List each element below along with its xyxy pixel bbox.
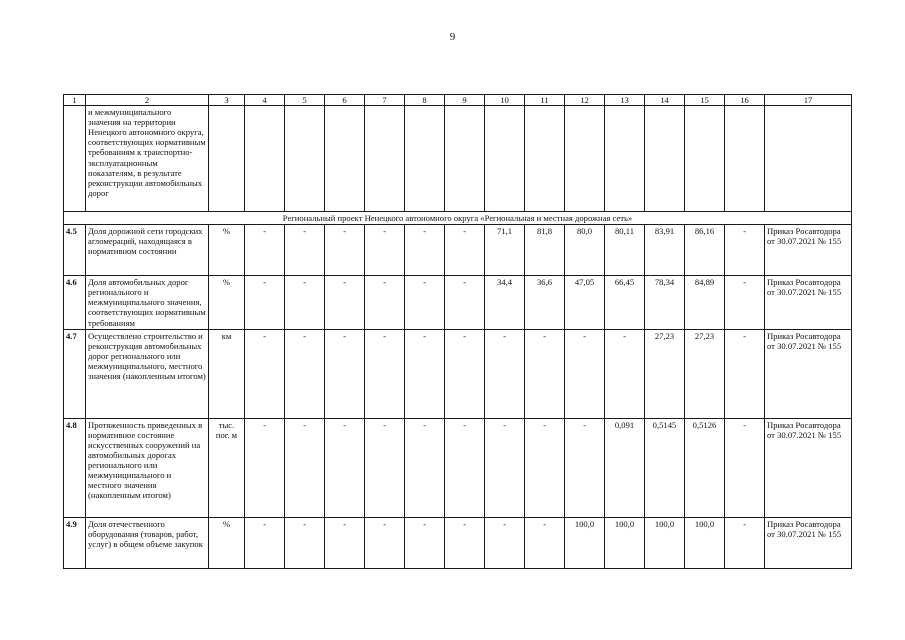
table-row	[64, 418, 852, 517]
value-cell: -	[245, 225, 285, 276]
value-cell: 78,34	[645, 276, 685, 329]
value-cell: -	[405, 225, 445, 276]
value-cell: -	[325, 276, 365, 329]
value-cell: 71,1	[485, 225, 525, 276]
indicator-name: Доля дорожной сети городских агломераций, находящаяся в нормативном состоянии	[86, 225, 209, 276]
value-cell: -	[405, 329, 445, 418]
unit: км	[209, 329, 245, 418]
unit: %	[209, 276, 245, 329]
value-cell: 100,0	[565, 517, 605, 568]
value-cell: -	[245, 517, 285, 568]
column-header: 2	[86, 95, 209, 106]
empty-cell	[405, 106, 445, 212]
column-header: 10	[485, 95, 525, 106]
value-cell: -	[445, 517, 485, 568]
value-cell: 83,91	[645, 225, 685, 276]
indicators-table	[63, 94, 852, 569]
column-header: 9	[445, 95, 485, 106]
continuation-row	[64, 106, 852, 212]
value-cell: 0,091	[605, 418, 645, 517]
value-cell: 80,0	[565, 225, 605, 276]
value-cell: 0,5126	[685, 418, 725, 517]
indicator-name: Доля автомобильных дорог регионального и межмуниципального значения, соответствующих нормативным требованиям	[86, 276, 209, 329]
value-cell: 80,11	[605, 225, 645, 276]
unit: %	[209, 517, 245, 568]
source-document: Приказ Росавтодора от 30.07.2021 № 155	[765, 418, 852, 517]
empty-cell	[765, 106, 852, 212]
header-row	[64, 95, 852, 106]
value-cell: -	[445, 225, 485, 276]
value-cell: -	[325, 329, 365, 418]
value-cell: -	[365, 517, 405, 568]
value-cell: -	[725, 225, 765, 276]
column-header: 7	[365, 95, 405, 106]
value-cell: 81,8	[525, 225, 565, 276]
value-cell: 66,45	[605, 276, 645, 329]
value-cell: -	[725, 276, 765, 329]
value-cell: -	[725, 329, 765, 418]
value-cell: -	[525, 329, 565, 418]
empty-cell	[445, 106, 485, 212]
empty-cell	[685, 106, 725, 212]
empty-cell	[325, 106, 365, 212]
column-header: 3	[209, 95, 245, 106]
empty-cell	[605, 106, 645, 212]
value-cell: -	[325, 418, 365, 517]
value-cell: 84,89	[685, 276, 725, 329]
row-number: 4.5	[64, 225, 86, 276]
value-cell: 34,4	[485, 276, 525, 329]
value-cell: -	[325, 225, 365, 276]
value-cell: -	[405, 418, 445, 517]
column-header: 1	[64, 95, 86, 106]
value-cell: -	[525, 418, 565, 517]
value-cell: -	[485, 418, 525, 517]
source-document: Приказ Росавтодора от 30.07.2021 № 155	[765, 517, 852, 568]
value-cell: -	[525, 517, 565, 568]
indicator-name: и межмуниципального значения на территории Ненецкого автономного округа, соответствующих нормативным требованиям к транспортно-эксплуатационным показателям, в результате реконструкции автомобильных дорог	[86, 106, 209, 212]
column-header: 13	[605, 95, 645, 106]
row-number: 4.9	[64, 517, 86, 568]
row-number-cell	[64, 106, 86, 212]
value-cell: -	[725, 517, 765, 568]
row-number: 4.6	[64, 276, 86, 329]
column-header: 12	[565, 95, 605, 106]
value-cell: -	[565, 418, 605, 517]
source-document: Приказ Росавтодора от 30.07.2021 № 155	[765, 329, 852, 418]
column-header: 11	[525, 95, 565, 106]
empty-cell	[285, 106, 325, 212]
value-cell: -	[285, 517, 325, 568]
source-document: Приказ Росавтодора от 30.07.2021 № 155	[765, 225, 852, 276]
empty-cell	[525, 106, 565, 212]
value-cell: -	[485, 517, 525, 568]
column-header: 16	[725, 95, 765, 106]
value-cell: -	[245, 418, 285, 517]
value-cell: 27,23	[645, 329, 685, 418]
value-cell: -	[405, 276, 445, 329]
unit: тыс. пог. м	[209, 418, 245, 517]
value-cell: -	[245, 329, 285, 418]
table-row	[64, 276, 852, 329]
value-cell: -	[285, 225, 325, 276]
value-cell: -	[365, 329, 405, 418]
column-header: 8	[405, 95, 445, 106]
value-cell: 47,05	[565, 276, 605, 329]
value-cell: 100,0	[605, 517, 645, 568]
indicator-name: Протяженность приведенных в нормативное состояние искусственных сооружений на автомобильных дорогах регионального или межмуниципального и местного значения (накопленным итогом)	[86, 418, 209, 517]
value-cell: -	[405, 517, 445, 568]
empty-cell	[565, 106, 605, 212]
value-cell: -	[285, 276, 325, 329]
empty-cell	[245, 106, 285, 212]
empty-cell	[725, 106, 765, 212]
column-header: 17	[765, 95, 852, 106]
table-row	[64, 329, 852, 418]
value-cell: 100,0	[685, 517, 725, 568]
value-cell: -	[445, 418, 485, 517]
value-cell: -	[245, 276, 285, 329]
value-cell: 86,16	[685, 225, 725, 276]
value-cell: 100,0	[645, 517, 685, 568]
empty-cell	[485, 106, 525, 212]
value-cell: -	[445, 329, 485, 418]
value-cell: -	[365, 276, 405, 329]
value-cell: -	[565, 329, 605, 418]
row-number: 4.8	[64, 418, 86, 517]
empty-cell	[365, 106, 405, 212]
table-row	[64, 225, 852, 276]
unit: %	[209, 225, 245, 276]
value-cell: -	[485, 329, 525, 418]
value-cell: 0,5145	[645, 418, 685, 517]
page-number: 9	[449, 31, 456, 43]
column-header: 6	[325, 95, 365, 106]
value-cell: -	[285, 329, 325, 418]
value-cell: -	[605, 329, 645, 418]
section-row	[64, 212, 852, 225]
column-header: 5	[285, 95, 325, 106]
value-cell: -	[365, 225, 405, 276]
value-cell: -	[445, 276, 485, 329]
value-cell: 27,23	[685, 329, 725, 418]
empty-cell	[645, 106, 685, 212]
column-header: 14	[645, 95, 685, 106]
column-header: 4	[245, 95, 285, 106]
value-cell: -	[725, 418, 765, 517]
row-number: 4.7	[64, 329, 86, 418]
table-row	[64, 517, 852, 568]
indicator-name: Осуществлено строительство и реконструкция автомобильных дорог регионального или межмуниципального, местного значения (накопленным итогом)	[86, 329, 209, 418]
value-cell: -	[365, 418, 405, 517]
empty-cell	[209, 106, 245, 212]
column-header: 15	[685, 95, 725, 106]
value-cell: 36,6	[525, 276, 565, 329]
section-title: Региональный проект Ненецкого автономного округа «Региональная и местная дорожная сеть»	[64, 212, 852, 225]
value-cell: -	[285, 418, 325, 517]
indicator-name: Доля отечественного оборудования (товаров, работ, услуг) в общем объеме закупок	[86, 517, 209, 568]
value-cell: -	[325, 517, 365, 568]
source-document: Приказ Росавтодора от 30.07.2021 № 155	[765, 276, 852, 329]
